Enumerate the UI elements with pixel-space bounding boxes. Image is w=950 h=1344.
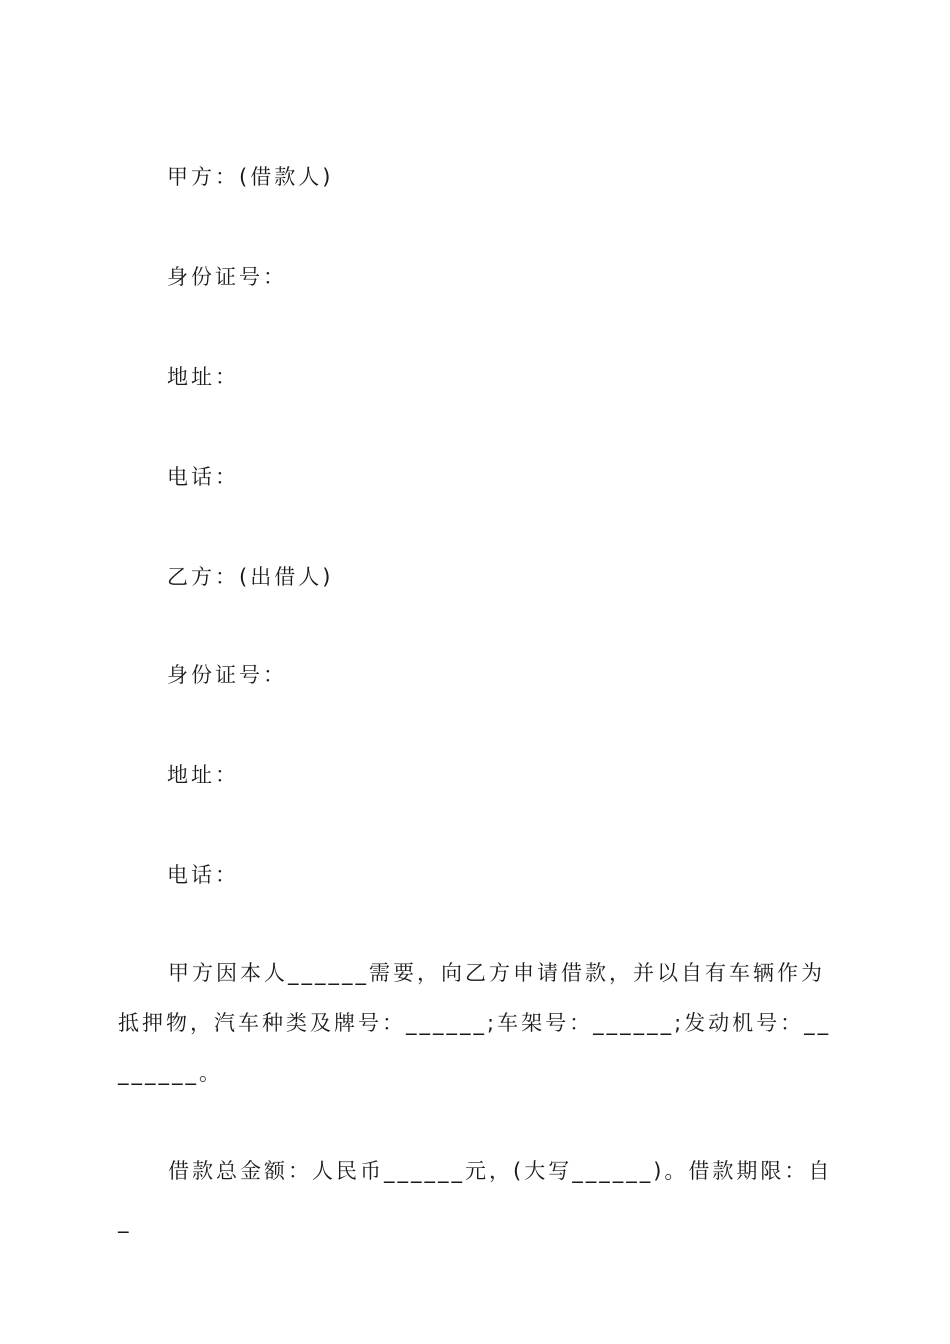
party-b-title: 乙方：(出借人): [167, 565, 334, 589]
party-b-phone-label: 电话：: [167, 863, 239, 887]
party-b-id-label: 身份证号：: [167, 663, 287, 687]
party-a-address-label: 地址：: [167, 365, 239, 389]
party-a-title: 甲方：(借款人): [167, 165, 334, 189]
loan-purpose-paragraph: 甲方因本人______需要，向乙方申请借款，并以自有车辆作为抵押物，汽车种类及牌号：______;车架号：______;发动机号：________。: [118, 961, 832, 1085]
party-a-phone-label: 电话：: [167, 465, 239, 489]
party-b-address-label: 地址：: [167, 763, 239, 787]
loan-amount-paragraph: 借款总金额：人民币______元，(大写______)。借款期限：自_: [118, 1159, 833, 1233]
party-a-id-label: 身份证号：: [167, 265, 287, 289]
